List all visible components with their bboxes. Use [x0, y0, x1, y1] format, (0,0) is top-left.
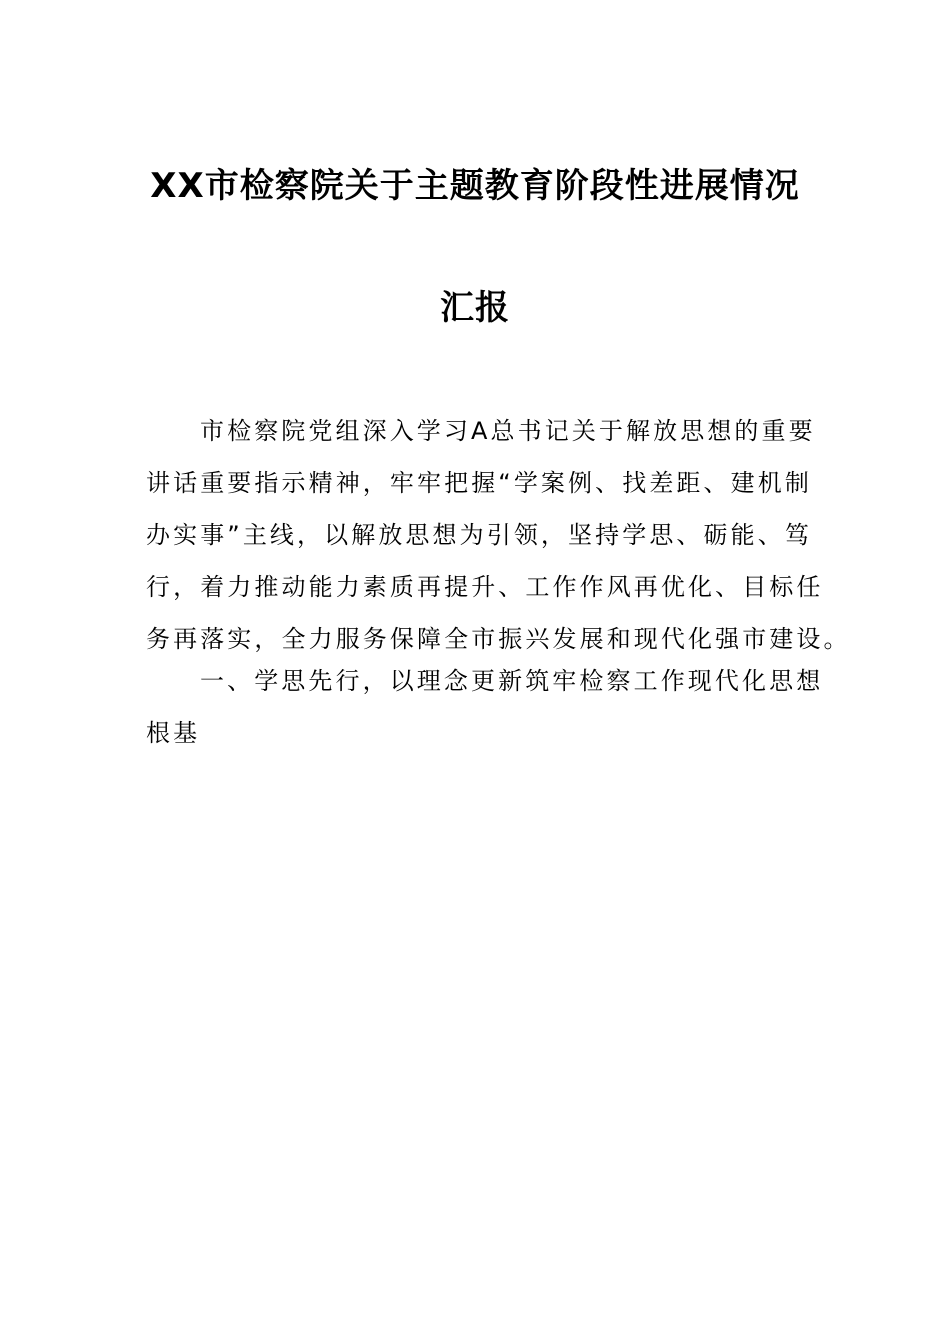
heading-line: 根基 — [146, 719, 201, 747]
document-title-line-1: XX市检察院关于主题教育阶段性进展情况 — [150, 166, 800, 206]
paragraph-line: 办实事”主线，以解放思想为引领，坚持学思、砺能、笃 — [146, 521, 812, 549]
document-title-line-2: 汇报 — [440, 288, 510, 328]
paragraph-line: 市检察院党组深入学习A总书记关于解放思想的重要 — [200, 417, 816, 445]
paragraph-line: 务再落实，全力服务保障全市振兴发展和现代化强市建设。 — [146, 625, 851, 653]
paragraph-line: 讲话重要指示精神，牢牢把握“学案例、找差距、建机制 — [146, 469, 812, 497]
heading-line: 一、学思先行，以理念更新筑牢检察工作现代化思想 — [200, 667, 824, 695]
paragraph-line: 行，着力推动能力素质再提升、工作作风再优化、目标任 — [146, 573, 824, 601]
